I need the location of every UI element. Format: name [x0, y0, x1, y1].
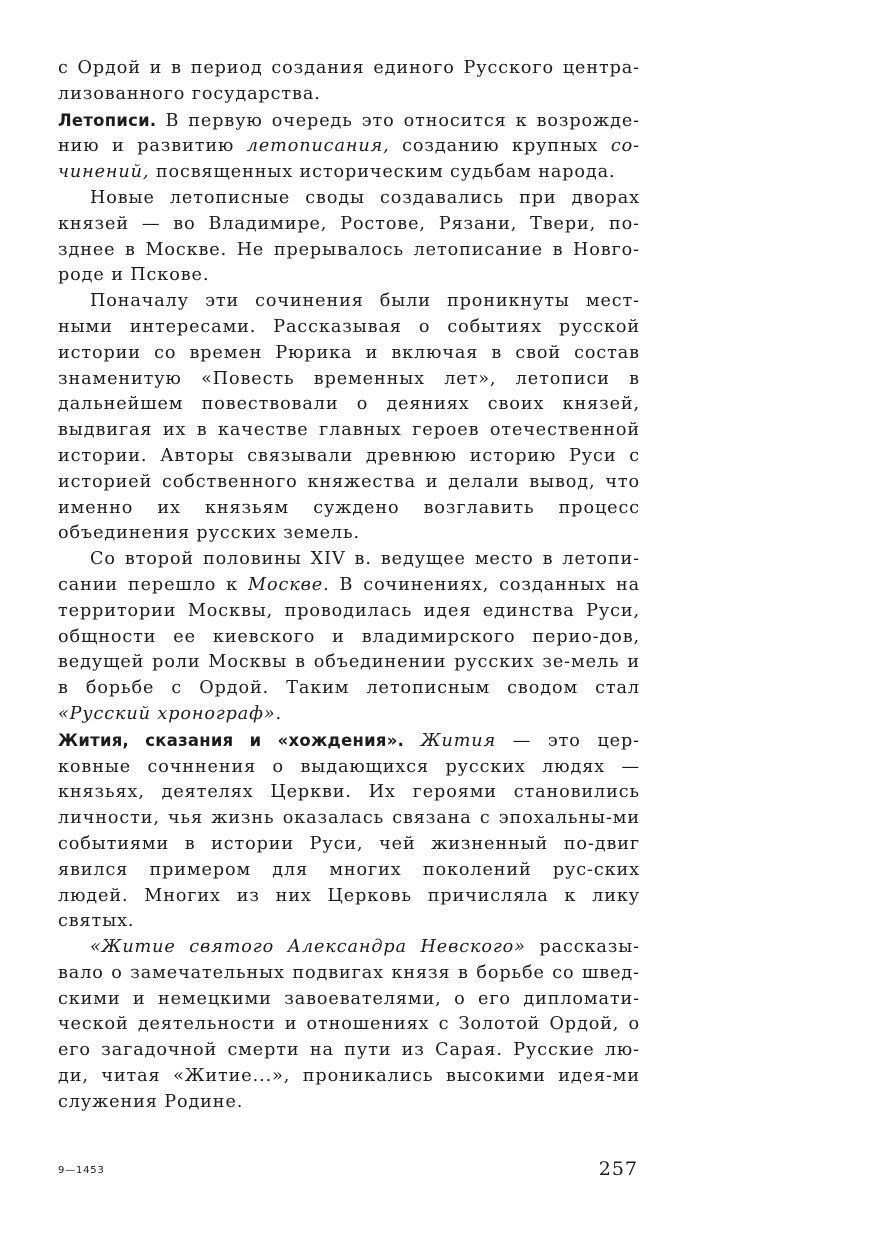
continuation-line: с Ордой и в период создания единого Русского центра- — [58, 58, 640, 78]
paragraph-text: рассказы-вало о замечательных подвигах князя в борьбе со швед-скими и немецкими завоевателями, о его дипломати-ческой деятельности и отношениях с Золотой Ордой, о его загадочной смерти на пути из Сарая. Русские лю-ди, читая «Житие...», проникались высокими идея-ми служения Родине. — [58, 937, 640, 1112]
paragraph-new-chronicles: Новые летописные своды создавались при дворах князей — во Владимире, Ростове, Рязани, Твери, по-зднее в Москве. Не прерывалось летописание в Новго-роде и Пскове. — [58, 187, 640, 286]
page-footer — [58, 1158, 640, 1184]
italic-term: «Русский хронограф». — [58, 703, 283, 724]
section-heading-chronicles: Летописи. — [58, 110, 157, 130]
paragraph-text: созданию крупных — [389, 136, 611, 157]
page-body — [58, 56, 640, 1116]
italic-term: Москве. — [248, 574, 330, 595]
paragraph-nevsky — [58, 935, 640, 1116]
paragraph-text: — это цер-ковные сочннения о выдающихся русских людях — князьях, деятелях Церкви. Их героями становились личности, чья жизнь оказалась связана с эпохальны-ми событиями в истории Руси, чей жизненный по-двиг явился примером для многих поколений рус-ских людей. Многих из них Церковь причисляла к лику святых. — [58, 730, 640, 932]
paragraph-moscow — [58, 547, 640, 728]
paragraph-text: В первую очередь это относится к возрожде-нию и развитию — [58, 110, 640, 157]
paragraph-lives — [58, 728, 640, 935]
paragraph-chronicles — [58, 108, 640, 186]
printer-signature: 9—1453 — [58, 1165, 105, 1176]
paragraph-text: посвященных историческим судьбам народа. — [149, 162, 616, 183]
paragraph-text: В сочинениях, созданных на территории Москвы, проводилась идея единства Руси, общности ее киевского и владимирского перио-дов, ведущей роли Москвы в объединении русских зе-мель и в борьбе с Ордой. Таким летописным сводом стал — [58, 574, 640, 699]
section-heading-lives: Жития, сказания и «хождения». — [58, 730, 405, 750]
italic-title: «Житие святого Александра Невского» — [90, 937, 526, 958]
paragraph-local-interests: Поначалу эти сочинения были проникнуты мест-ными интересами. Рассказывая о событиях русской истории со времен Рюрика и включая в свой состав знаменитую «Повесть временных лет», летописи в дальнейшем повествовали о деяниях своих князей, выдвигая их в качестве главных героев отечественной истории. Авторы связывали древнюю историю Руси с историей собственного княжества и делали вывод, что именно их князьям суждено возглавить процесс объединения русских земель. — [58, 291, 640, 544]
italic-term: летописания, — [246, 136, 390, 157]
space — [404, 731, 421, 751]
italic-term: Жития — [420, 730, 497, 751]
paragraph-continuation — [58, 56, 640, 108]
continuation-text: лизованного государства. — [58, 83, 321, 104]
italic-term: со-чинений, — [58, 136, 640, 183]
paragraph-text: Со второй половины XIV в. ведущее место в летопи-сании перешло к — [58, 549, 640, 595]
page-number: 257 — [598, 1158, 638, 1180]
